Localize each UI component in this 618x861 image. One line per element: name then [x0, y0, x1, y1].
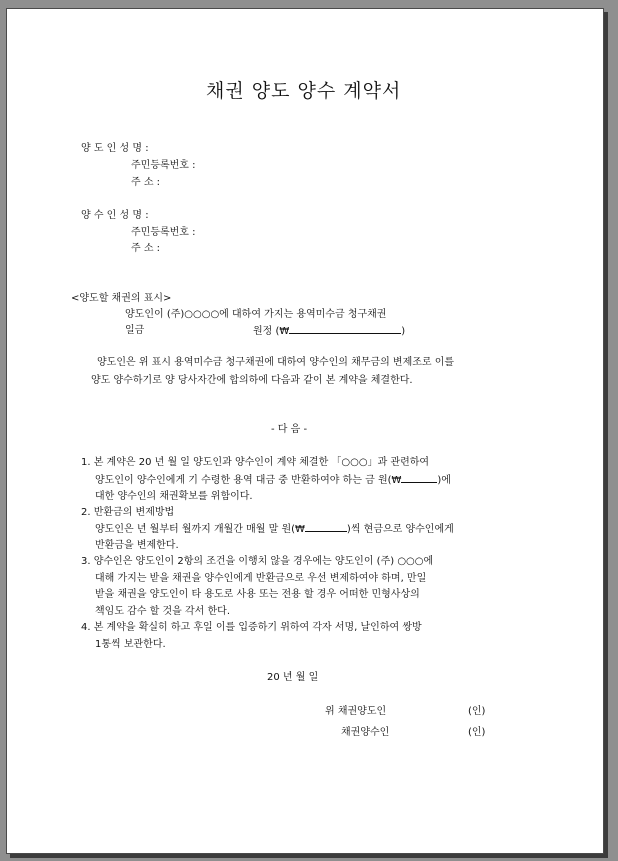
document-page [6, 8, 604, 854]
assignee-seal: (인) [468, 727, 486, 738]
clause-4-line-2: 1통씩 보관한다. [95, 639, 166, 650]
clause-2-blank [305, 522, 347, 532]
assignee-id-label: 주민등록번호 : [131, 227, 196, 238]
preamble-line-1: 양도인은 위 표시 용역미수금 청구채권에 대하여 양수인의 채무금의 변제조로 이를 [97, 357, 455, 368]
claim-description: 양도인이 (주)○○○○에 대하여 가지는 용역미수금 청구채권 [125, 309, 387, 320]
assignor-address-label: 주 소 : [131, 177, 161, 188]
claim-heading: <양도할 채권의 표시> [71, 293, 172, 304]
clause-3-line-1: 3. 양수인은 양도인이 2항의 조건을 이행치 않을 경우에는 양도인이 (주) ○○○에 [81, 556, 434, 567]
clause-1-blank [401, 473, 437, 483]
assignee-address-label: 주 소 : [131, 243, 161, 254]
page-shadow-right [604, 12, 608, 858]
clause-2-line-2 [95, 522, 454, 536]
separator-heading: - 다 음 - [271, 424, 308, 435]
clause-1-line-3: 대한 양수인의 채권확보를 위함이다. [95, 491, 253, 502]
clause-1-text-b: )에 [437, 475, 451, 486]
clause-3-line-3: 받을 채권을 양도인이 타 용도로 사용 또는 전용 할 경우 어떠한 민형사상의 [95, 589, 420, 600]
clause-2-line-1: 2. 반환금의 변제방법 [81, 507, 175, 518]
clause-3-line-4: 책임도 감수 할 것을 각서 한다. [95, 606, 230, 617]
claim-amount-prefix: 원정 (₩ [253, 326, 290, 337]
assignor-name-label: 양 도 인 성 명 : [81, 143, 149, 154]
clause-3-line-2: 대해 가지는 받을 채권을 양수인에게 반환금으로 우선 변제하여야 하며, 만일 [95, 573, 427, 584]
clause-1-text-a: 양도인이 양수인에게 기 수령한 용역 대금 중 반환하여야 하는 금 원(₩ [95, 475, 402, 486]
claim-amount-suffix: ) [401, 326, 406, 337]
claim-amount-label: 일금 [125, 325, 145, 336]
clause-1-line-1: 1. 본 계약은 20 년 월 일 양도인과 양수인이 계약 체결한 「○○○」과 관련하여 [81, 457, 430, 468]
clause-1-line-2 [95, 473, 451, 487]
assignee-name-label: 양 수 인 성 명 : [81, 210, 149, 221]
assignor-seal: (인) [468, 706, 486, 717]
assignor-id-label: 주민등록번호 : [131, 160, 196, 171]
assignor-signature-label: 위 채권양도인 [325, 706, 387, 717]
clause-2-line-3: 반환금을 변제한다. [95, 540, 179, 551]
contract-date: 20 년 월 일 [267, 672, 319, 683]
clause-2-text-a: 양도인은 년 월부터 월까지 개월간 매월 말 원(₩ [95, 524, 305, 535]
preamble-line-2: 양도 양수하기로 양 당사자간에 합의하에 다음과 같이 본 계약을 체결한다. [91, 375, 413, 386]
claim-amount-blank [289, 324, 401, 334]
assignee-signature-label: 채권양수인 [341, 727, 390, 738]
clause-2-text-b: )씩 현금으로 양수인에게 [346, 524, 454, 535]
clause-4-line-1: 4. 본 계약을 확실히 하고 후일 이를 입증하기 위하여 각자 서명, 날인하여 쌍방 [81, 622, 422, 633]
claim-amount-value [253, 324, 405, 338]
page-shadow-bottom [10, 854, 608, 858]
page-title: 채권 양도 양수 계약서 [206, 80, 402, 102]
